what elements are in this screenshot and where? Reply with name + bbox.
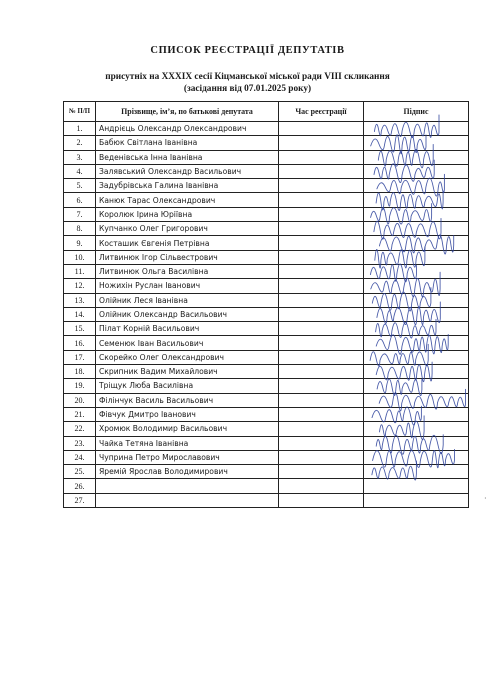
table-row: [64, 365, 469, 379]
row-number: 11.: [64, 264, 96, 278]
row-number: 19.: [64, 379, 96, 393]
registration-time: [279, 336, 364, 350]
registration-time: [279, 479, 364, 493]
table-row: [64, 322, 469, 336]
row-number: 14.: [64, 307, 96, 321]
deputy-name: Хромюк Володимир Васильович: [96, 422, 279, 436]
table-row: [64, 493, 469, 507]
signature-cell: [364, 407, 469, 421]
table-row: [64, 393, 469, 407]
deputy-name: Яремій Ярослав Володимирович: [96, 465, 279, 479]
signature-cell: [364, 307, 469, 321]
registration-time: [279, 222, 364, 236]
table-header-row: [64, 102, 469, 122]
session-date: (засідання від 07.01.2025 року): [183, 84, 312, 94]
registration-time: [279, 207, 364, 221]
signature-cell: [364, 122, 469, 136]
table-row: [64, 465, 469, 479]
signature-cell: [364, 179, 469, 193]
row-number: 1.: [64, 122, 96, 136]
row-number: 18.: [64, 365, 96, 379]
deputy-name: Ножихін Руслан Іванович: [96, 279, 279, 293]
signature-cell: [364, 207, 469, 221]
deputy-name: Олійник Леся Іванівна: [96, 293, 279, 307]
deputy-name: Королюк Ірина Юріївна: [96, 207, 279, 221]
signature-cell: [364, 436, 469, 450]
deputy-name: Косташик Євгенія Петрівна: [96, 236, 279, 250]
table-row: [64, 379, 469, 393]
deputy-name: [96, 479, 279, 493]
row-number: 13.: [64, 293, 96, 307]
table-row: [64, 207, 469, 221]
table-row: [64, 279, 469, 293]
row-number: 22.: [64, 422, 96, 436]
row-number: 24.: [64, 450, 96, 464]
deputy-name: Чуприна Петро Мирославович: [96, 450, 279, 464]
deputy-name: Литвинюк Ігор Сільвестрович: [96, 250, 279, 264]
table-row: [64, 193, 469, 207]
signature-cell: [364, 365, 469, 379]
registration-time: [279, 179, 364, 193]
table-row: [64, 164, 469, 178]
deputy-name: Чайка Тетяна Іванівна: [96, 436, 279, 450]
row-number: 26.: [64, 479, 96, 493]
signature-cell: [364, 222, 469, 236]
row-number: 2.: [64, 136, 96, 150]
signature-cell: [364, 193, 469, 207]
registration-time: [279, 393, 364, 407]
row-number: 20.: [64, 393, 96, 407]
signature-cell: [364, 450, 469, 464]
table-row: [64, 350, 469, 364]
registration-time: [279, 122, 364, 136]
row-number: 23.: [64, 436, 96, 450]
row-number: 10.: [64, 250, 96, 264]
deputy-name: Пілат Корній Васильович: [96, 322, 279, 336]
row-number: 25.: [64, 465, 96, 479]
signature-cell: [364, 164, 469, 178]
deputy-name: Скорейко Олег Олександрович: [96, 350, 279, 364]
deputy-name: Задубрівська Галина Іванівна: [96, 179, 279, 193]
signature-cell: [364, 250, 469, 264]
registration-time: [279, 193, 364, 207]
signature-cell: [364, 493, 469, 507]
table-row: [64, 222, 469, 236]
deputy-name: Тріщук Люба Василівна: [96, 379, 279, 393]
deputy-name: [96, 493, 279, 507]
table-row: [64, 407, 469, 421]
row-number: 8.: [64, 222, 96, 236]
registration-table: [63, 101, 469, 508]
row-number: 7.: [64, 207, 96, 221]
registration-time: [279, 250, 364, 264]
registration-time: [279, 407, 364, 421]
signature-cell: [364, 393, 469, 407]
table-row: [64, 150, 469, 164]
deputy-name: Литвинюк Ольга Василівна: [96, 264, 279, 278]
document-title: СПИСОК РЕЄСТРАЦІЇ ДЕПУТАТІВ: [150, 45, 345, 56]
table-row: [64, 179, 469, 193]
registration-time: [279, 322, 364, 336]
table-row: [64, 293, 469, 307]
table-row: [64, 479, 469, 493]
registration-time: [279, 307, 364, 321]
registration-time: [279, 422, 364, 436]
registration-time: [279, 379, 364, 393]
deputy-name: Філінчук Василь Васильович: [96, 393, 279, 407]
margin-mark: ·: [484, 494, 487, 503]
signature-cell: [364, 379, 469, 393]
row-number: 15.: [64, 322, 96, 336]
table-row: [64, 250, 469, 264]
deputy-name: Бабюк Світлана Іванівна: [96, 136, 279, 150]
table-row: [64, 122, 469, 136]
table-row: [64, 422, 469, 436]
row-number: 16.: [64, 336, 96, 350]
registration-time: [279, 136, 364, 150]
registration-time: [279, 350, 364, 364]
deputy-name: Андрієць Олександр Олександрович: [96, 122, 279, 136]
signature-cell: [364, 150, 469, 164]
column-header-time: Час реєстрації: [279, 102, 364, 122]
table-row: [64, 450, 469, 464]
table-row: [64, 307, 469, 321]
registration-time: [279, 365, 364, 379]
deputy-name: Купчанко Олег Григорович: [96, 222, 279, 236]
row-number: 21.: [64, 407, 96, 421]
signature-cell: [364, 479, 469, 493]
signature-cell: [364, 465, 469, 479]
deputy-name: Олійник Олександр Васильович: [96, 307, 279, 321]
signature-cell: [364, 279, 469, 293]
registration-time: [279, 465, 364, 479]
signature-cell: [364, 293, 469, 307]
registration-time: [279, 150, 364, 164]
signature-cell: [364, 350, 469, 364]
signature-cell: [364, 264, 469, 278]
registration-time: [279, 264, 364, 278]
table-row: [64, 336, 469, 350]
row-number: 6.: [64, 193, 96, 207]
row-number: 4.: [64, 164, 96, 178]
signature-cell: [364, 322, 469, 336]
signature-cell: [364, 422, 469, 436]
column-header-number: № П/П: [64, 102, 96, 122]
table-row: [64, 236, 469, 250]
registration-time: [279, 236, 364, 250]
signature-cell: [364, 236, 469, 250]
table-row: [64, 264, 469, 278]
signature-cell: [364, 136, 469, 150]
deputy-name: Фівчук Дмитро Іванович: [96, 407, 279, 421]
deputy-name: Залявський Олександр Васильович: [96, 164, 279, 178]
row-number: 9.: [64, 236, 96, 250]
row-number: 5.: [64, 179, 96, 193]
document-subtitle: присутніх на ХХХІХ сесії Кіцманської міської ради VIII скликання: [105, 72, 390, 82]
column-header-name: Прізвище, ім’я, по батькові депутата: [96, 102, 279, 122]
registration-time: [279, 450, 364, 464]
row-number: 27.: [64, 493, 96, 507]
row-number: 12.: [64, 279, 96, 293]
table-row: [64, 436, 469, 450]
registration-time: [279, 493, 364, 507]
registration-time: [279, 293, 364, 307]
registration-time: [279, 279, 364, 293]
deputy-name: Канюк Тарас Олександрович: [96, 193, 279, 207]
row-number: 3.: [64, 150, 96, 164]
deputy-name: Скрипник Вадим Михайлович: [96, 365, 279, 379]
signature-cell: [364, 336, 469, 350]
deputy-name: Семенюк Іван Васильович: [96, 336, 279, 350]
deputy-name: Веденівська Інна Іванівна: [96, 150, 279, 164]
registration-time: [279, 436, 364, 450]
table-row: [64, 136, 469, 150]
column-header-signature: Підпис: [364, 102, 469, 122]
registration-time: [279, 164, 364, 178]
row-number: 17.: [64, 350, 96, 364]
